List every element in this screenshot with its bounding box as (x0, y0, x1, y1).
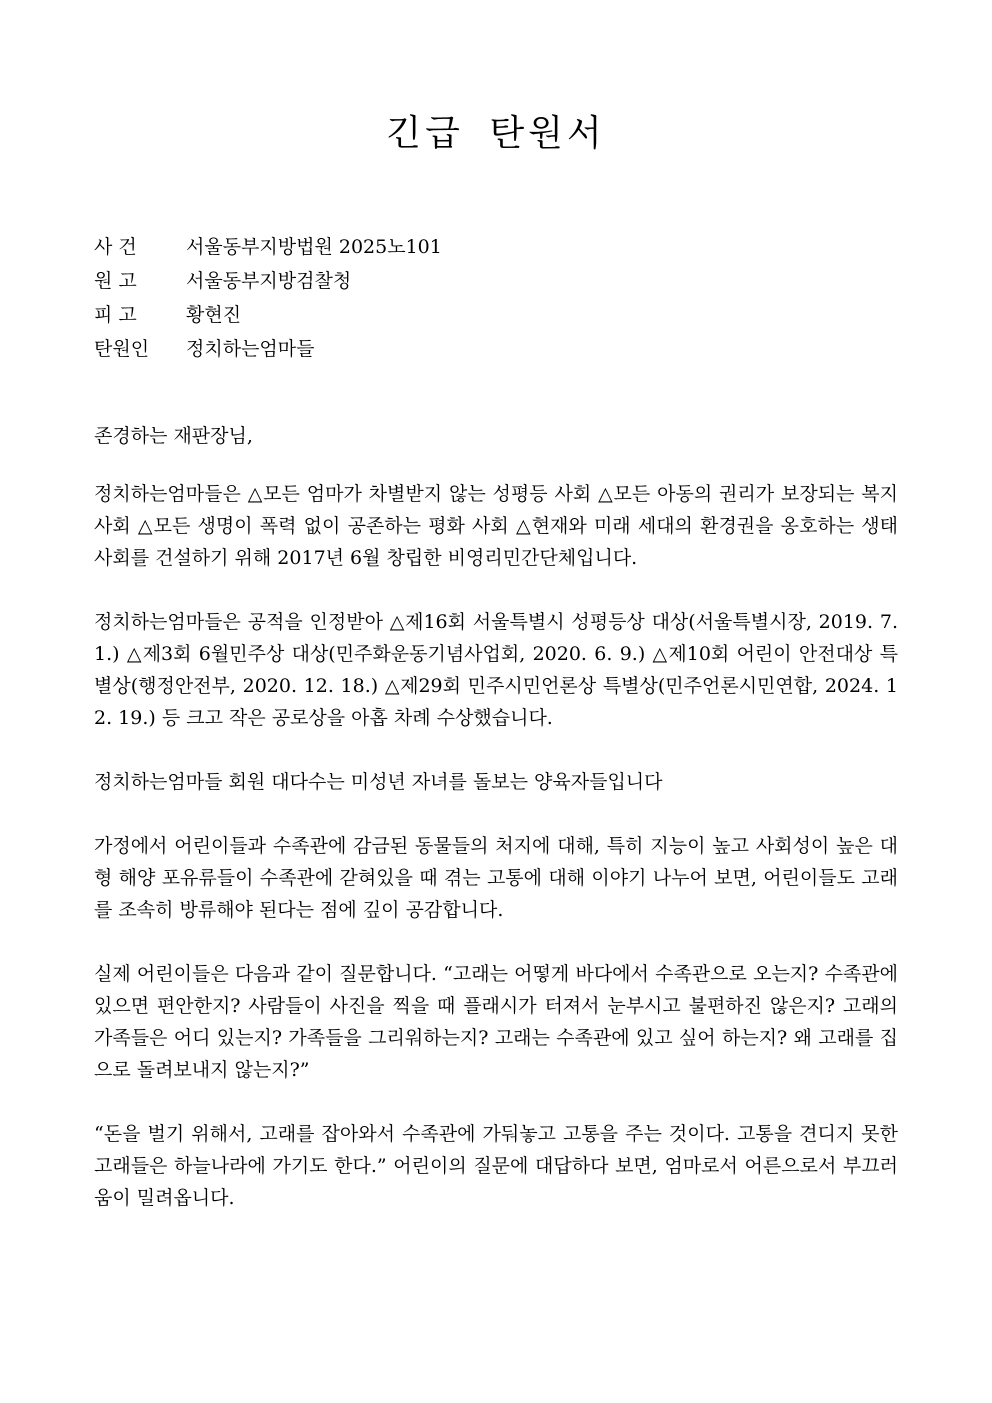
salutation: 존경하는 재판장님, (94, 425, 253, 447)
paragraph-members: 정치하는엄마들 회원 대다수는 미성년 자녀를 돌보는 양육자들입니다 (94, 771, 663, 793)
case-row-case (94, 230, 914, 264)
paragraph-organization-intro: 정치하는엄마들은 △모든 엄마가 차별받지 않는 성평등 사회 △모든 아동의 권리가 보장되는 복지 사회 △모든 생명이 폭력 없이 공존하는 평화 사회 △현재와 미래 세대의 환경권을 옹호하는 생태 사회를 건설하기 위해 2017년 6월 창립한 비영리민간단체입니다. (94, 483, 898, 569)
paragraph-answer: “돈을 벌기 위해서, 고래를 잡아와서 수족관에 가둬놓고 고통을 주는 것이다. 고통을 견디지 못한 고래들은 하늘나라에 가기도 한다.” 어린이의 질문에 대답하다 보면, 엄마로서 어른으로서 부끄러움이 밀려옵니다. (94, 1123, 898, 1209)
case-row-plaintiff (94, 264, 914, 298)
case-label: 탄원인 (94, 338, 150, 360)
case-row-petitioner (94, 332, 914, 366)
case-row-defendant (94, 298, 914, 332)
document-title: 긴급 탄원서 (386, 113, 606, 154)
case-label: 사 건 (94, 236, 137, 258)
case-label: 피 고 (94, 304, 137, 326)
case-value: 황현진 (186, 304, 242, 326)
case-value: 서울동부지방법원 2025노101 (186, 236, 442, 258)
case-info (94, 230, 914, 366)
document-body (94, 420, 898, 1246)
paragraph-children-empathy: 가정에서 어린이들과 수족관에 감금된 동물들의 처지에 대해, 특히 지능이 높고 사회성이 높은 대형 해양 포유류들이 수족관에 갇혀있을 때 겪는 고통에 대해 이야기 나누어 보면, 어린이들도 고래를 조속히 방류해야 된다는 점에 깊이 공감합니다. (94, 835, 898, 921)
paragraph-awards: 정치하는엄마들은 공적을 인정받아 △제16회 서울특별시 성평등상 대상(서울특별시장, 2019. 7. 1.) △제3회 6월민주상 대상(민주화운동기념사업회, 2020. 6. 9.) △제10회 어린이 안전대상 특별상(행정안전부, 2020. 12. 18.) △제29회 민주시민언론상 특별상(민주언론시민연합, 2024. 12. 19.) 등 크고 작은 공로상을 아홉 차례 수상했습니다. (94, 611, 898, 729)
case-value: 정치하는엄마들 (186, 338, 315, 360)
case-label: 원 고 (94, 270, 137, 292)
paragraph-children-questions: 실제 어린이들은 다음과 같이 질문합니다. “고래는 어떻게 바다에서 수족관으로 오는지? 수족관에 있으면 편안한지? 사람들이 사진을 찍을 때 플래시가 터져서 눈부시고 불편하진 않은지? 고래의 가족들은 어디 있는지? 가족들을 그리워하는지? 고래는 수족관에 있고 싶어 하는지? 왜 고래를 집으로 돌려보내지 않는지?” (94, 963, 898, 1081)
case-value: 서울동부지방검찰청 (186, 270, 352, 292)
